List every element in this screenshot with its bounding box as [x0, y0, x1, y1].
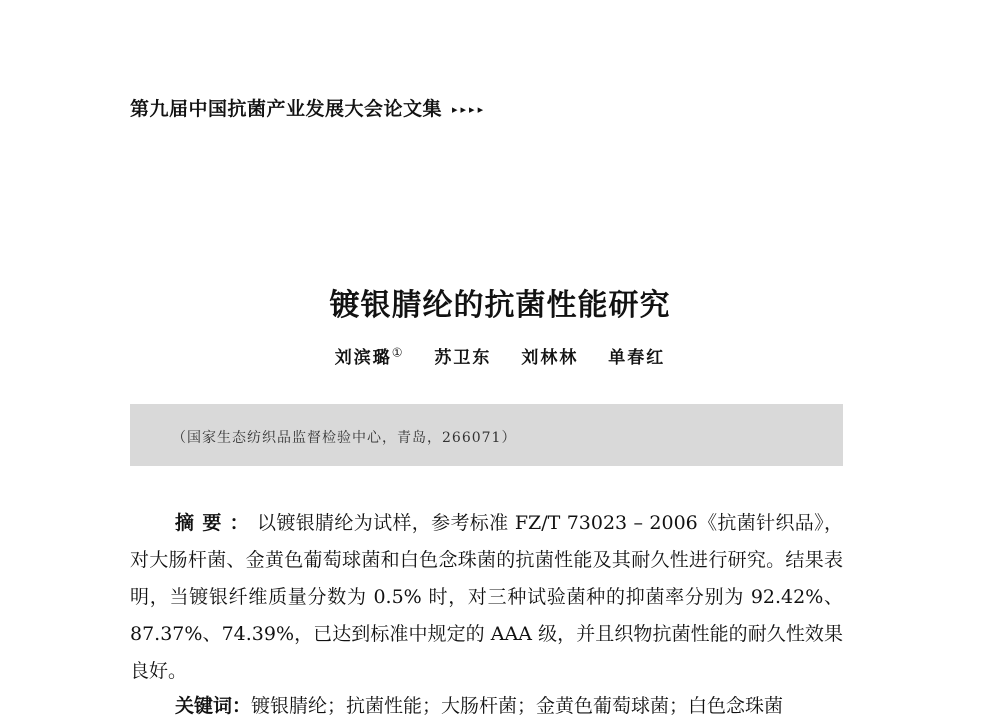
- keywords-label: 关键词：: [175, 695, 252, 717]
- abstract: [130, 505, 843, 690]
- author-1: [334, 345, 405, 368]
- running-header: [130, 94, 486, 121]
- arrow-markers: ▸▸▸▸: [452, 103, 487, 116]
- abstract-label: 摘要：: [175, 512, 258, 534]
- affiliation-box: [130, 404, 843, 466]
- footnote-mark: ①: [391, 345, 405, 360]
- author-3: 刘林林: [521, 348, 579, 368]
- paper-title: 镀银腈纶的抗菌性能研究: [329, 288, 671, 323]
- series-title: 第九届中国抗菌产业发展大会论文集: [130, 98, 443, 120]
- author-4: 单春红: [608, 348, 666, 368]
- affiliation: （国家生态纺织品监督检验中心，青岛，266071）: [172, 430, 517, 446]
- author-name: 刘滨璐: [334, 348, 392, 368]
- keywords-text: 镀银腈纶；抗菌性能；大肠杆菌；金黄色葡萄球菌；白色念珠菌: [251, 695, 784, 717]
- author-2: 苏卫东: [434, 348, 492, 368]
- author-list: [0, 343, 1000, 368]
- keywords: [175, 691, 783, 718]
- abstract-text: 以镀银腈纶为试样，参考标准 FZ/T 73023 – 2006《抗菌针织品》，对大肠杆菌、金黄色葡萄球菌和白色念珠菌的抗菌性能及其耐久性进行研究。结果表明，当镀银纤维质量分数为 0.5% 时，对三种试验菌种的抑菌率分别为 92.42%、87.37%、74.39%，已达到标准中规定的 AAA 级，并且织物抗菌性能的耐久性效果良好。: [130, 512, 843, 682]
